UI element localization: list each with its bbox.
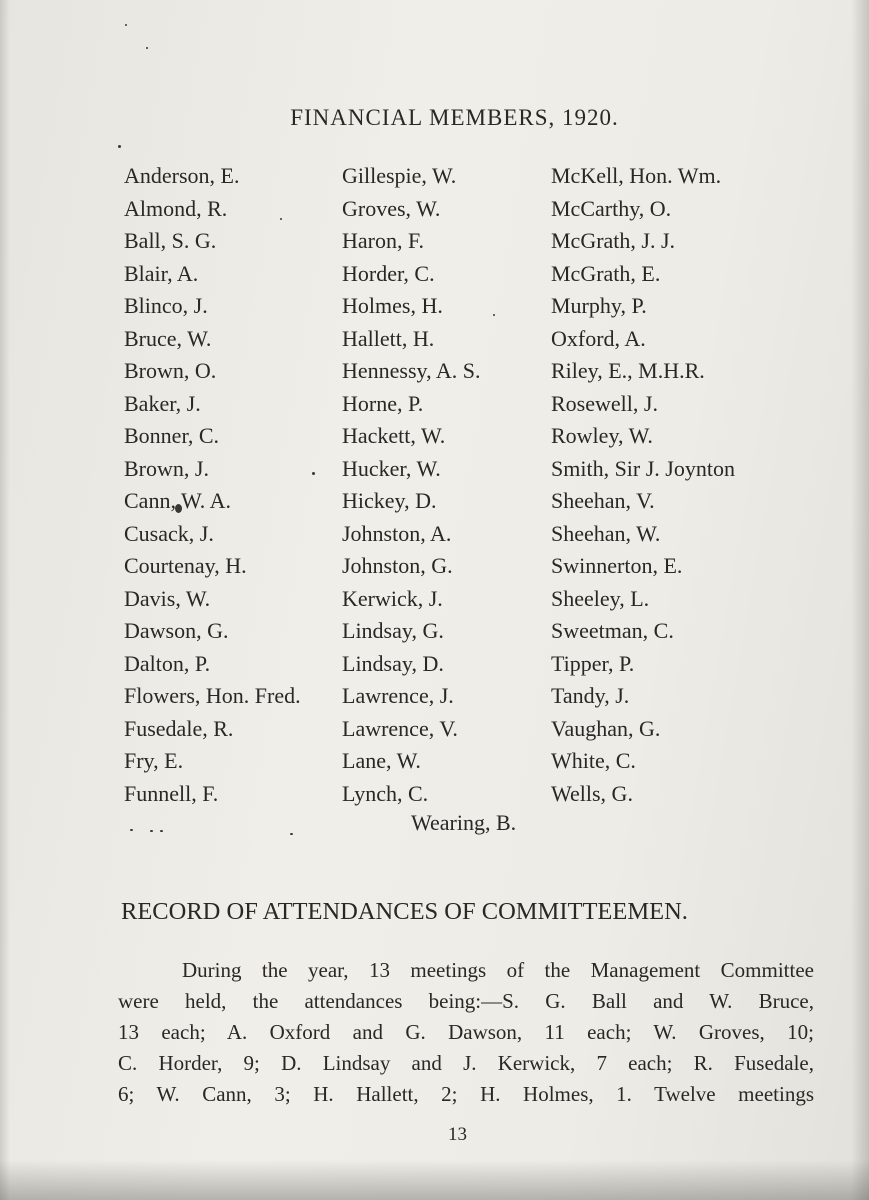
member-name: Dalton, P.	[124, 650, 211, 676]
member-name: Haron, F.	[342, 228, 424, 253]
member-name: Lane, W.	[342, 748, 421, 773]
member-name: Holmes, H.	[342, 293, 443, 318]
member-name: Sheeley, L.	[551, 585, 650, 611]
members-column-1	[124, 160, 301, 810]
member-name: Groves, W.	[342, 195, 441, 221]
member-name: Lindsay, G.	[342, 618, 444, 643]
member-name: Swinnerton, E.	[551, 553, 683, 578]
member-name: Johnston, G.	[342, 553, 453, 578]
member-name: Gillespie, W.	[342, 163, 457, 188]
paragraph-line: During the year, 13 meetings of the Management Committee	[182, 958, 814, 982]
member-name: Almond, R.	[124, 195, 228, 221]
member-name: Anderson, E.	[124, 163, 240, 188]
page-bottom-shadow	[0, 1160, 869, 1200]
page-number: 13	[448, 1124, 467, 1145]
member-name: Blinco, J.	[124, 293, 208, 318]
member-name: Lindsay, D.	[342, 650, 444, 676]
member-name: Lynch, C.	[342, 780, 429, 806]
member-name: Smith, Sir J. Joynton	[551, 455, 735, 481]
member-name: Oxford, A.	[551, 325, 646, 351]
member-name: Ball, S. G.	[124, 228, 217, 253]
page-title: FINANCIAL MEMBERS, 1920.	[290, 105, 619, 130]
member-name: Sweetman, C.	[551, 618, 674, 643]
member-name: McGrath, J. J.	[551, 228, 676, 253]
page-right-shadow	[851, 0, 869, 1200]
ink-speck	[290, 833, 293, 835]
member-name: Rowley, W.	[551, 423, 653, 448]
ink-speck	[146, 47, 148, 49]
member-name: Baker, J.	[124, 390, 201, 416]
member-name: Courtenay, H.	[124, 553, 247, 578]
members-column-3	[551, 160, 735, 810]
member-name: Cusack, J.	[124, 520, 214, 546]
member-name: Funnell, F.	[124, 780, 219, 806]
member-name: Bruce, W.	[124, 325, 212, 351]
member-name: Horne, P.	[342, 390, 424, 416]
attendance-paragraph	[118, 955, 814, 1110]
ink-speck	[130, 829, 133, 831]
member-name: Hucker, W.	[342, 455, 441, 481]
paragraph-line: were held, the attendances being:—S. G. Ball and W. Bruce,	[118, 989, 814, 1013]
member-name: Bonner, C.	[124, 423, 220, 448]
attendance-heading: RECORD OF ATTENDANCES OF COMMITTEEMEN.	[121, 898, 688, 925]
member-name: Dawson, G.	[124, 618, 229, 643]
member-name: Sheehan, W.	[551, 520, 661, 546]
member-name: White, C.	[551, 748, 636, 773]
member-name: McKell, Hon. Wm.	[551, 163, 722, 188]
member-name: Horder, C.	[342, 260, 435, 286]
paragraph-line: 13 each; A. Oxford and G. Dawson, 11 each; W. Groves, 10;	[118, 1020, 814, 1044]
member-name: Fusedale, R.	[124, 715, 234, 741]
member-name: Riley, E., M.H.R.	[551, 358, 705, 383]
member-name: Tandy, J.	[551, 683, 630, 708]
member-name: Murphy, P.	[551, 293, 647, 318]
member-name: Vaughan, G.	[551, 715, 661, 741]
paragraph-line: C. Horder, 9; D. Lindsay and J. Kerwick, 7 each; R. Fusedale,	[118, 1051, 814, 1075]
ink-speck	[150, 830, 153, 832]
member-name: Cann, W. A.	[124, 488, 231, 513]
member-name: Hackett, W.	[342, 423, 446, 448]
member-name: Brown, J.	[124, 455, 209, 481]
member-name: Brown, O.	[124, 358, 217, 383]
member-name: Davis, W.	[124, 585, 211, 611]
ink-speck	[125, 24, 127, 26]
member-name: Hennessy, A. S.	[342, 358, 481, 383]
member-name-last: Wearing, B.	[411, 810, 517, 835]
member-name: Fry, E.	[124, 748, 184, 773]
member-name: Tipper, P.	[551, 650, 635, 676]
member-name: Wells, G.	[551, 780, 633, 806]
member-name: McCarthy, O.	[551, 195, 672, 221]
member-name: Hickey, D.	[342, 488, 437, 513]
ink-speck	[160, 830, 163, 832]
member-name: Rosewell, J.	[551, 390, 658, 416]
member-name: Lawrence, J.	[342, 683, 454, 708]
ink-speck	[312, 472, 315, 475]
ink-speck	[118, 145, 121, 148]
member-name: Flowers, Hon. Fred.	[124, 683, 301, 708]
page-left-edge	[0, 0, 10, 1200]
member-name: Kerwick, J.	[342, 585, 443, 611]
member-name: McGrath, E.	[551, 260, 661, 286]
member-name: Lawrence, V.	[342, 715, 458, 741]
ink-speck	[493, 314, 495, 316]
member-name: Hallett, H.	[342, 325, 435, 351]
member-name: Johnston, A.	[342, 520, 452, 546]
member-name: Sheehan, V.	[551, 488, 655, 513]
members-column-2	[342, 160, 481, 810]
member-name: Blair, A.	[124, 260, 199, 286]
paragraph-line: 6; W. Cann, 3; H. Hallett, 2; H. Holmes, 1. Twelve meetings	[118, 1082, 814, 1106]
